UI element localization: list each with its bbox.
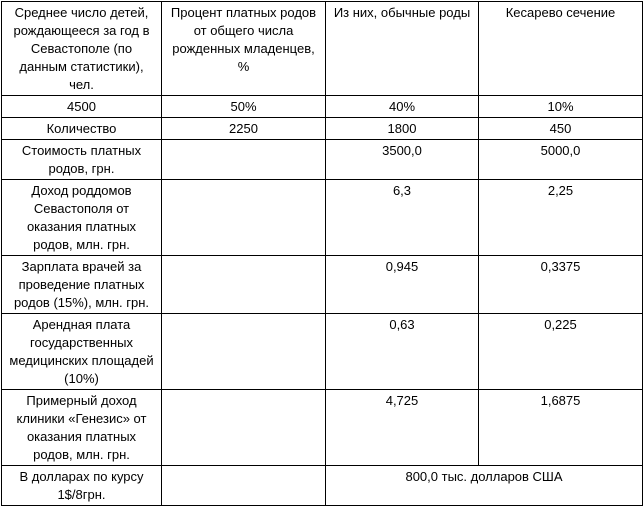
header-cell: Процент платных родов от общего числа рожденных младенцев, % bbox=[162, 2, 326, 96]
table-cell bbox=[162, 314, 326, 390]
table-cell: 3500,0 bbox=[326, 140, 479, 180]
table-row bbox=[2, 180, 643, 256]
header-row bbox=[2, 2, 643, 96]
table-row bbox=[2, 140, 643, 180]
table-cell: 0,3375 bbox=[479, 256, 643, 314]
table-cell bbox=[162, 390, 326, 466]
paid-births-table bbox=[1, 1, 643, 506]
table-cell: 5000,0 bbox=[479, 140, 643, 180]
table-cell: 1,6875 bbox=[479, 390, 643, 466]
table-cell: 50% bbox=[162, 96, 326, 118]
table-cell: 4500 bbox=[2, 96, 162, 118]
table-row bbox=[2, 256, 643, 314]
table-cell: 40% bbox=[326, 96, 479, 118]
table-cell bbox=[162, 140, 326, 180]
table-cell: 0,63 bbox=[326, 314, 479, 390]
table-cell: Стоимость платных родов, грн. bbox=[2, 140, 162, 180]
header-cell: Кесарево сечение bbox=[479, 2, 643, 96]
usd-total-cell: 800,0 тыс. долларов США bbox=[326, 466, 643, 506]
table-cell: 0,225 bbox=[479, 314, 643, 390]
header-cell: Среднее число детей, рождающееся за год в Севастополе (по данным статистики), чел. bbox=[2, 2, 162, 96]
table-cell: Количество bbox=[2, 118, 162, 140]
table-cell: 1800 bbox=[326, 118, 479, 140]
table-row bbox=[2, 390, 643, 466]
table-cell: Примерный доход клиники «Генезис» от оказания платных родов, млн. грн. bbox=[2, 390, 162, 466]
table-cell bbox=[162, 466, 326, 506]
table-cell: 6,3 bbox=[326, 180, 479, 256]
table-row bbox=[2, 314, 643, 390]
table-cell: Арендная плата государственных медицинских площадей (10%) bbox=[2, 314, 162, 390]
table-cell: Зарплата врачей за проведение платных родов (15%), млн. грн. bbox=[2, 256, 162, 314]
table-cell bbox=[162, 256, 326, 314]
table-row bbox=[2, 96, 643, 118]
table-row bbox=[2, 118, 643, 140]
table-cell: 4,725 bbox=[326, 390, 479, 466]
table-cell: 0,945 bbox=[326, 256, 479, 314]
table-cell: 2250 bbox=[162, 118, 326, 140]
table-cell bbox=[162, 180, 326, 256]
header-cell: Из них, обычные роды bbox=[326, 2, 479, 96]
table-cell: Доход роддомов Севастополя от оказания платных родов, млн. грн. bbox=[2, 180, 162, 256]
table-row bbox=[2, 466, 643, 506]
table-cell: В долларах по курсу 1$/8грн. bbox=[2, 466, 162, 506]
table-cell: 10% bbox=[479, 96, 643, 118]
table-cell: 2,25 bbox=[479, 180, 643, 256]
table-cell: 450 bbox=[479, 118, 643, 140]
